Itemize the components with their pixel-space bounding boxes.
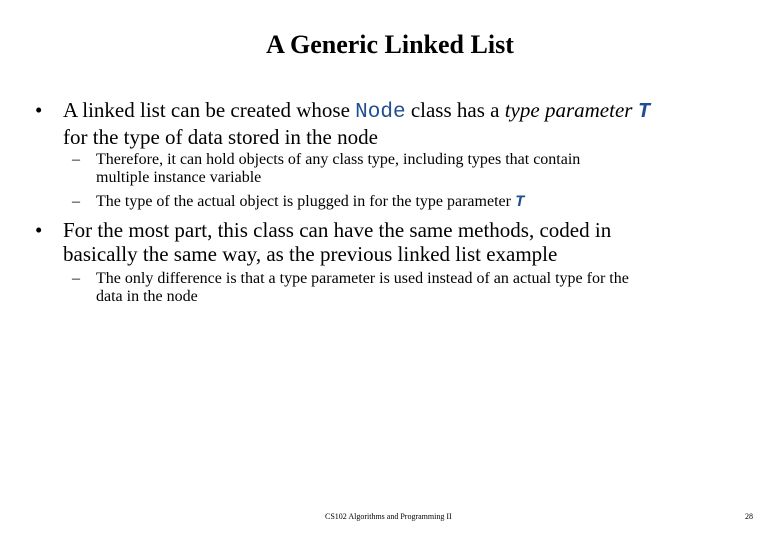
bullet-2-line-1: For the most part, this class can have the same methods, coded in <box>63 218 612 242</box>
bullet-2-text <box>63 218 775 266</box>
bullet-item-2 <box>35 218 775 266</box>
bullet-2-line-2: basically the same way, as the previous linked list example <box>63 242 558 266</box>
sub-bullet-2-text-a: The type of the actual object is plugged in for the type parameter <box>96 193 515 210</box>
sub-bullet-item-2 <box>72 193 772 211</box>
bullet-item-1 <box>35 98 775 149</box>
footer-page-number: 28 <box>745 512 753 521</box>
bullet-1-line-2: for the type of data stored in the node <box>63 125 378 149</box>
sub-bullet-1-line-2: multiple instance variable <box>96 169 262 186</box>
sub-bullet-item-3 <box>72 270 777 306</box>
sub-bullet-2-text <box>96 193 772 211</box>
dash-marker: – <box>72 151 80 168</box>
code-node: Node <box>355 101 406 124</box>
bullet-marker: • <box>35 218 43 242</box>
dash-marker: – <box>72 270 80 287</box>
sub-bullet-3-line-1: The only difference is that a type parameter is used instead of an actual type for the <box>96 270 629 287</box>
code-type-param-t: T <box>514 193 525 211</box>
sub-bullet-1-line-1: Therefore, it can hold objects of any class type, including types that contain <box>96 151 581 168</box>
footer-course: CS102 Algorithms and Programming II <box>325 512 452 521</box>
emph-type-parameter: type parameter <box>504 98 633 122</box>
code-type-param-t: T <box>637 101 651 124</box>
bullet-1-text-b: class has a <box>405 98 505 122</box>
bullet-1-text <box>63 98 775 149</box>
sub-bullet-1-text <box>96 151 772 187</box>
bullet-1-line-1 <box>63 98 775 125</box>
sub-bullet-3-text <box>96 270 777 306</box>
dash-marker: – <box>72 193 80 210</box>
bullet-1-text-a: A linked list can be created whose <box>63 98 356 122</box>
sub-bullet-item-1 <box>72 151 772 187</box>
slide-title: A Generic Linked List <box>266 30 514 59</box>
sub-bullet-3-line-2: data in the node <box>96 288 198 305</box>
bullet-marker: • <box>35 98 43 122</box>
